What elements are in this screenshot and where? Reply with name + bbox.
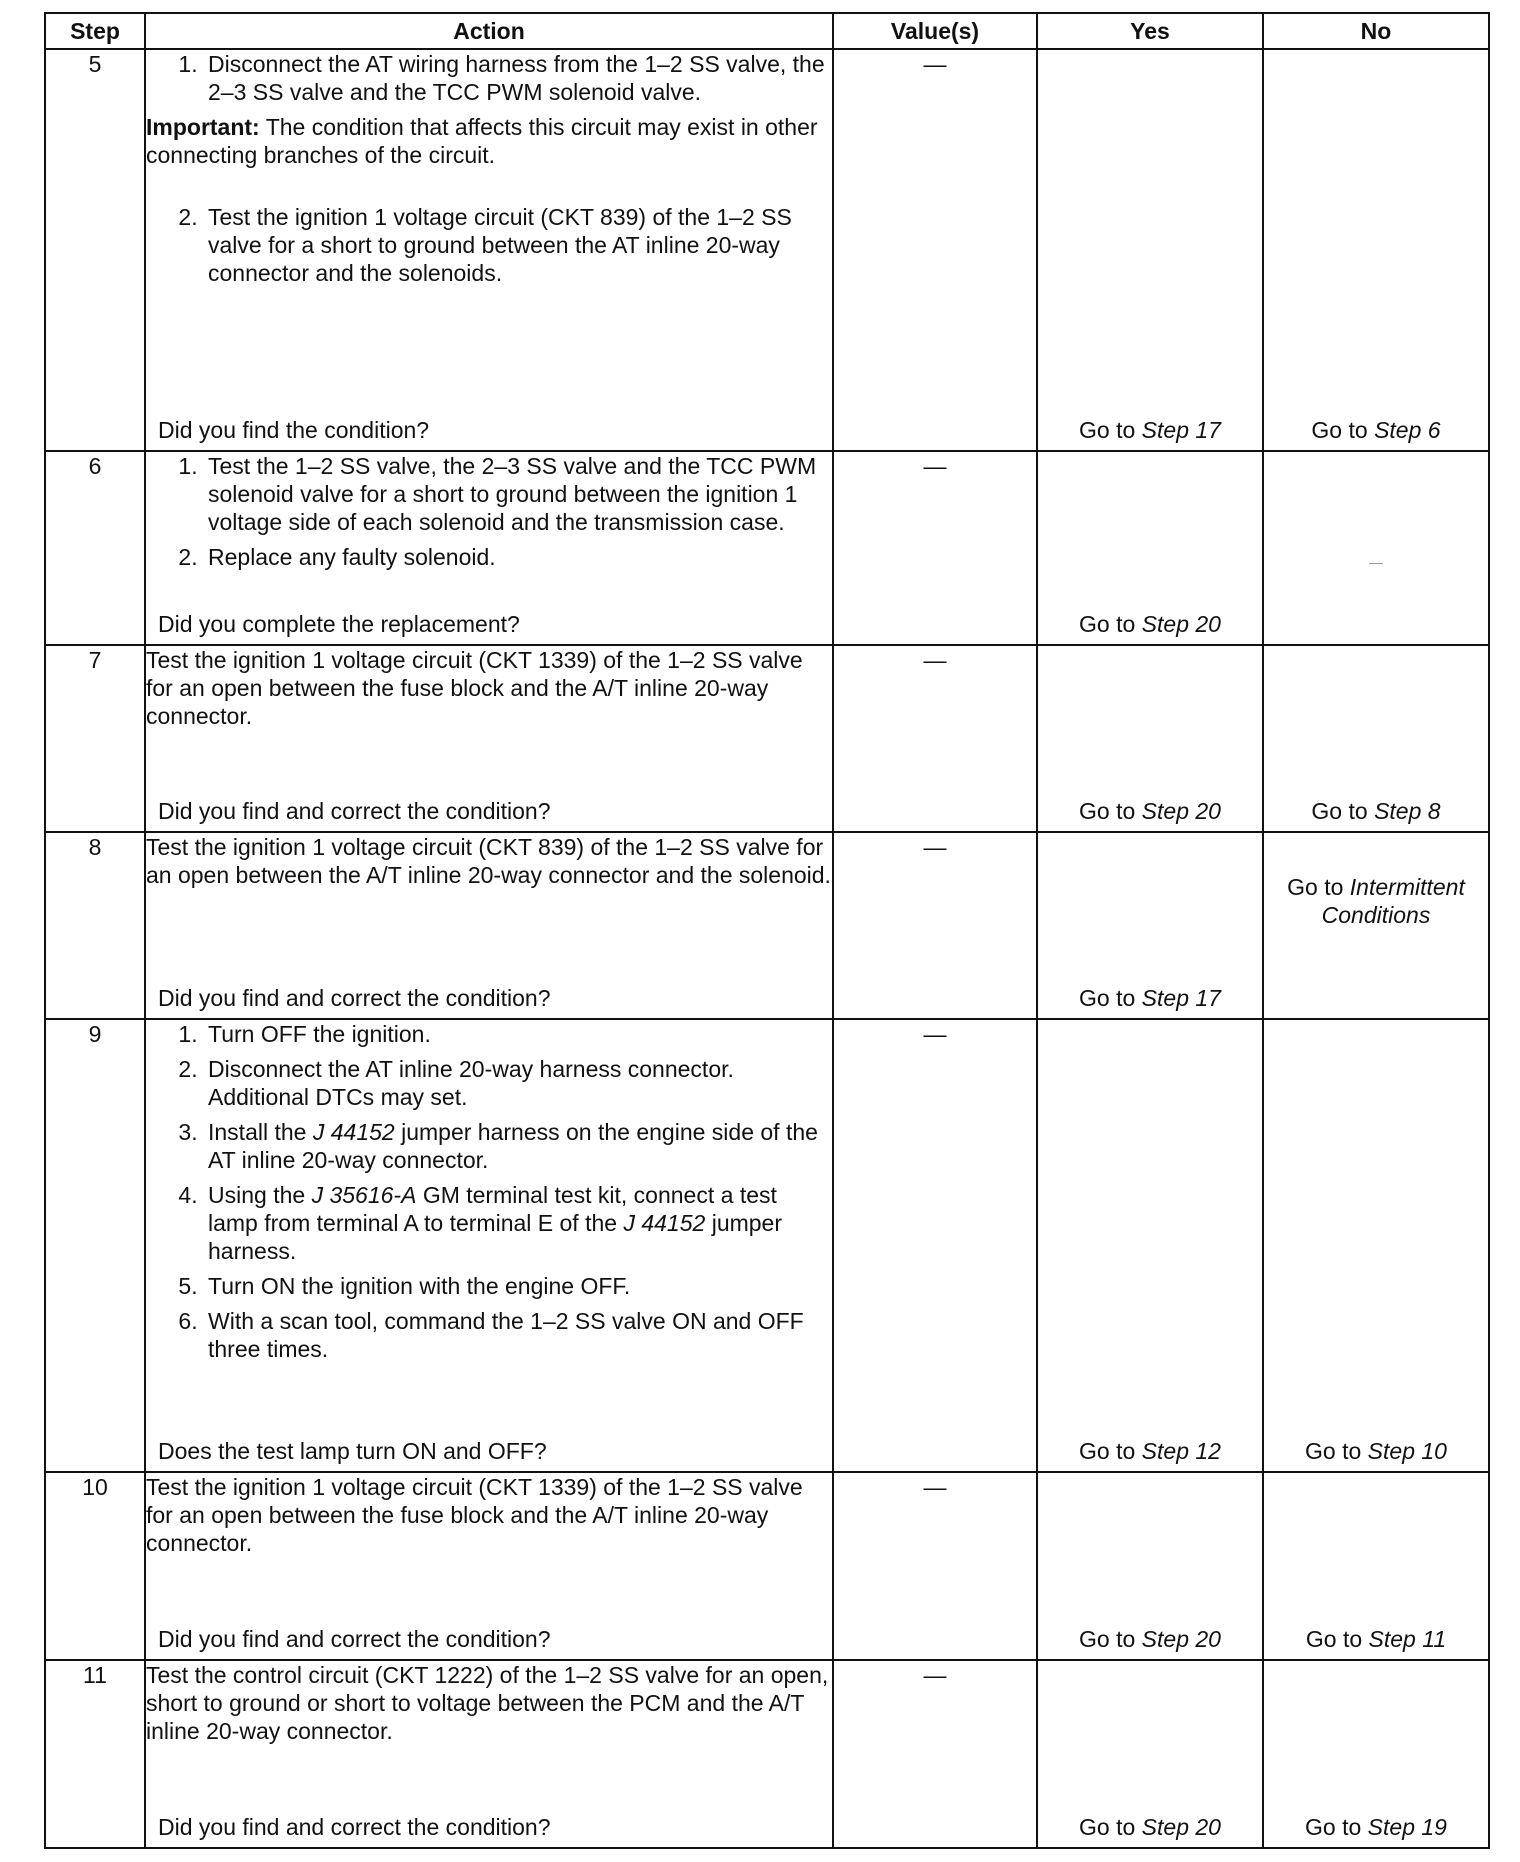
value-cell: — <box>833 49 1037 451</box>
action-item: 2. Replace any faulty solenoid. <box>204 543 832 571</box>
yes-cell <box>1037 1019 1263 1472</box>
yes-answer <box>1038 610 1262 638</box>
yes-answer <box>1038 797 1262 825</box>
diagnostic-table <box>44 12 1490 1849</box>
yes-answer <box>1038 1625 1262 1653</box>
goto-label: Go to <box>1305 1626 1363 1652</box>
goto-label: Go to <box>1287 874 1344 900</box>
action-question: Did you find and correct the condition? <box>158 985 551 1011</box>
step-ref: Step 12 <box>1141 1438 1221 1464</box>
no-answer <box>1264 1813 1488 1841</box>
yes-answer <box>1038 1813 1262 1841</box>
yes-cell <box>1037 1660 1263 1848</box>
value-cell: — <box>833 451 1037 645</box>
header-no: No <box>1263 13 1489 49</box>
action-cell <box>145 49 833 451</box>
action-text: Test the ignition 1 voltage circuit (CKT 839) of the 1–2 SS valve for an open between the A/T inline 20-way connector and the solenoid. <box>146 834 831 888</box>
step-ref: Intermittent Conditions <box>1321 874 1465 928</box>
no-answer <box>1264 873 1488 929</box>
action-item <box>204 1118 832 1174</box>
item-text: Install the <box>208 1119 307 1145</box>
yes-answer <box>1038 416 1262 444</box>
no-answer <box>1264 416 1488 444</box>
table-row-step-7 <box>45 645 1489 832</box>
step-number: 10 <box>45 1472 145 1660</box>
tool-name: J 44152 <box>623 1210 706 1236</box>
item-text: Using the <box>208 1182 306 1208</box>
value-cell: — <box>833 1660 1037 1848</box>
header-values: Value(s) <box>833 13 1037 49</box>
item-text: GM terminal test kit, connect a test lamp from terminal A to terminal E of the <box>208 1182 777 1236</box>
table-row-step-8 <box>45 832 1489 1019</box>
header-step: Step <box>45 13 145 49</box>
no-answer <box>1264 797 1488 825</box>
action-steps <box>146 452 832 571</box>
action-question: Did you find the condition? <box>158 417 430 443</box>
step-ref: Step 17 <box>1141 985 1221 1011</box>
yes-cell <box>1037 645 1263 832</box>
no-cell <box>1263 451 1489 645</box>
value-cell: — <box>833 832 1037 1019</box>
step-number: 9 <box>45 1019 145 1472</box>
action-steps <box>146 50 832 106</box>
yes-cell <box>1037 832 1263 1019</box>
value-cell: — <box>833 1472 1037 1660</box>
action-text: Test the control circuit (CKT 1222) of the 1–2 SS valve for an open, short to ground or short to voltage between the PCM and the A/T inline 20-way connector. <box>146 1662 829 1744</box>
step-ref: Step 20 <box>1141 798 1221 824</box>
step-ref: Step 17 <box>1141 417 1221 443</box>
yes-cell <box>1037 49 1263 451</box>
goto-label: Go to <box>1079 1626 1136 1652</box>
item-text: jumper harness. <box>208 1210 783 1264</box>
no-cell <box>1263 832 1489 1019</box>
no-cell <box>1263 1472 1489 1660</box>
yes-cell <box>1037 1472 1263 1660</box>
step-number: 7 <box>45 645 145 832</box>
action-item: 2. Test the ignition 1 voltage circuit (CKT 839) of the 1–2 SS valve for a short to ground between the AT inline 20-way connector and the solenoids. <box>204 203 832 287</box>
action-cell <box>145 1660 833 1848</box>
goto-label: Go to <box>1079 1814 1136 1840</box>
value-cell: — <box>833 645 1037 832</box>
tool-name: J 44152 <box>312 1119 395 1145</box>
step-number: 8 <box>45 832 145 1019</box>
action-text: Test the ignition 1 voltage circuit (CKT 1339) of the 1–2 SS valve for an open between the fuse block and the A/T inline 20-way connector. <box>146 1474 803 1556</box>
table-row-step-10 <box>45 1472 1489 1660</box>
action-question: Did you find and correct the condition? <box>158 798 551 824</box>
header-action: Action <box>145 13 833 49</box>
important-text: The condition that affects this circuit may exist in other connecting branches of the circuit. <box>146 114 818 168</box>
action-text: Test the ignition 1 voltage circuit (CKT 1339) of the 1–2 SS valve for an open between the fuse block and the A/T inline 20-way connector. <box>146 647 803 729</box>
step-number: 5 <box>45 49 145 451</box>
action-item: 1. Turn OFF the ignition. <box>204 1020 832 1048</box>
action-item: 5. Turn ON the ignition with the engine OFF. <box>204 1272 832 1300</box>
no-cell <box>1263 1019 1489 1472</box>
table-row-step-6 <box>45 451 1489 645</box>
action-cell <box>145 1019 833 1472</box>
action-cell <box>145 1472 833 1660</box>
no-answer <box>1264 1625 1488 1653</box>
step-ref: Step 19 <box>1367 1814 1447 1840</box>
action-question: Did you find and correct the condition? <box>158 1814 551 1840</box>
action-item: 1. Disconnect the AT wiring harness from the 1–2 SS valve, the 2–3 SS valve and the TCC PWM solenoid valve. <box>204 50 832 106</box>
step-ref: Step 20 <box>1141 611 1221 637</box>
yes-answer <box>1038 984 1262 1012</box>
action-question: Did you complete the replacement? <box>158 611 520 637</box>
no-answer-mark: — <box>1369 554 1383 570</box>
important-label: Important: <box>146 114 260 140</box>
goto-label: Go to <box>1305 1438 1362 1464</box>
table-row-step-9 <box>45 1019 1489 1472</box>
action-question: Does the test lamp turn ON and OFF? <box>158 1438 547 1464</box>
step-ref: Step 8 <box>1374 798 1441 824</box>
action-item <box>204 1181 832 1265</box>
step-number: 11 <box>45 1660 145 1848</box>
header-row <box>45 13 1489 49</box>
no-cell <box>1263 1660 1489 1848</box>
action-item: 2. Disconnect the AT inline 20-way harness connector. Additional DTCs may set. <box>204 1055 832 1111</box>
action-item: 1. Test the 1–2 SS valve, the 2–3 SS valve and the TCC PWM solenoid valve for a short to ground between the ignition 1 voltage side of each solenoid and the transmission case. <box>204 452 832 536</box>
action-question: Did you find and correct the condition? <box>158 1626 551 1652</box>
no-cell <box>1263 49 1489 451</box>
action-cell <box>145 832 833 1019</box>
no-cell <box>1263 645 1489 832</box>
tool-name: J 35616-A <box>311 1182 417 1208</box>
goto-label: Go to <box>1311 417 1368 443</box>
value-cell: — <box>833 1019 1037 1472</box>
header-yes: Yes <box>1037 13 1263 49</box>
step-ref: Step 11 <box>1368 1626 1447 1652</box>
action-cell <box>145 645 833 832</box>
table-row-step-5 <box>45 49 1489 451</box>
goto-label: Go to <box>1079 798 1136 824</box>
goto-label: Go to <box>1305 1814 1362 1840</box>
goto-label: Go to <box>1079 985 1136 1011</box>
goto-label: Go to <box>1079 417 1136 443</box>
step-number: 6 <box>45 451 145 645</box>
step-ref: Step 6 <box>1374 417 1441 443</box>
action-steps <box>146 203 832 287</box>
yes-answer <box>1038 1437 1262 1465</box>
yes-cell <box>1037 451 1263 645</box>
item-text: jumper harness on the engine side of the AT inline 20-way connector. <box>208 1119 818 1173</box>
important-note <box>146 113 832 169</box>
goto-label: Go to <box>1079 611 1136 637</box>
no-answer <box>1264 1437 1488 1465</box>
action-item: 6. With a scan tool, command the 1–2 SS valve ON and OFF three times. <box>204 1307 832 1363</box>
action-steps <box>146 1020 832 1363</box>
goto-label: Go to <box>1311 798 1368 824</box>
action-cell <box>145 451 833 645</box>
goto-label: Go to <box>1079 1438 1136 1464</box>
table-row-step-11 <box>45 1660 1489 1848</box>
step-ref: Step 20 <box>1141 1626 1221 1652</box>
step-ref: Step 20 <box>1141 1814 1221 1840</box>
step-ref: Step 10 <box>1367 1438 1447 1464</box>
